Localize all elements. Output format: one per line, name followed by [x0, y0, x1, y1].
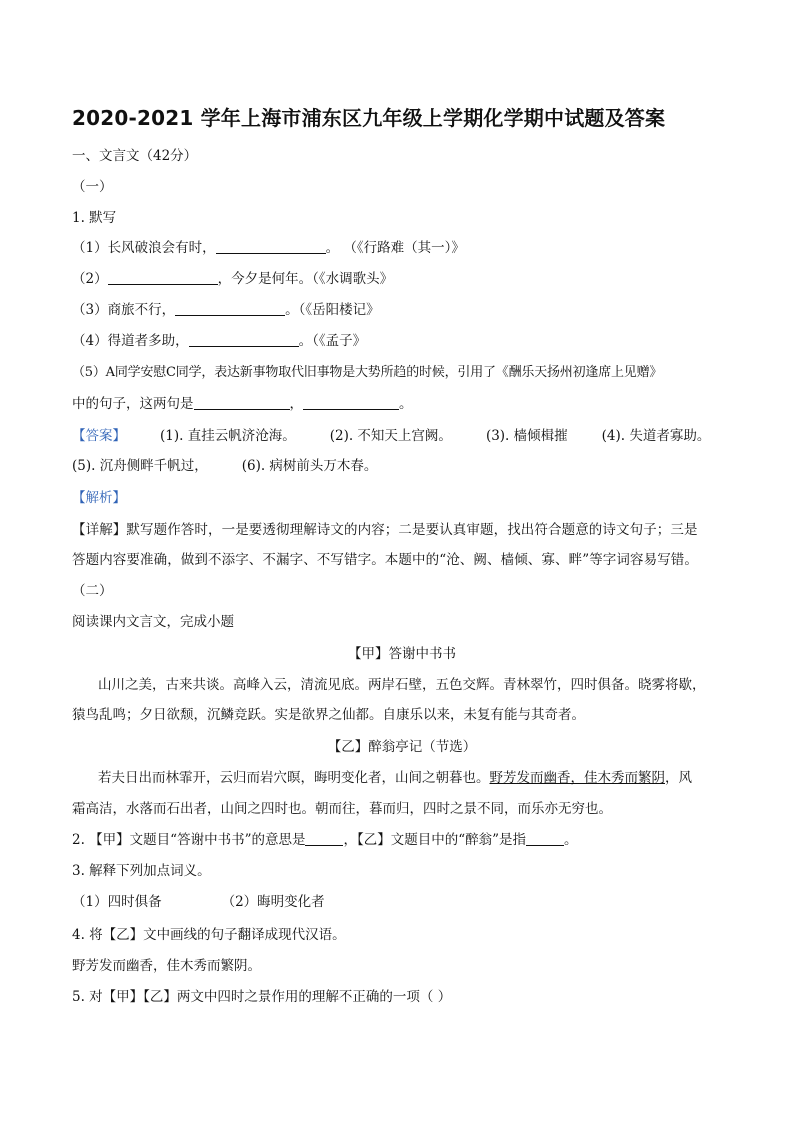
answer-blank	[305, 831, 343, 846]
question-1-item-5-line-2: 中的句子，这两句是 ， 。	[72, 396, 413, 412]
question-5-heading: 5. 对【甲】【乙】两文中四时之景作用的理解不正确的一项（ ）	[72, 989, 452, 1005]
answer-blank	[108, 270, 218, 285]
question-4-heading: 4. 将【乙】文中画线的句子翻译成现代汉语。	[72, 927, 346, 943]
question-3-items: （1）四时俱备 （2）晦明变化者	[72, 894, 325, 910]
answer-blank	[526, 831, 564, 846]
question-3-heading: 3. 解释下列加点词义。	[72, 863, 211, 879]
answer-blank	[189, 332, 299, 347]
answer-line-1: 【答案】 (1). 直挂云帆济沧海。 (2). 不知天上宫阙。 (3). 樯倾楫摧 (4). 失道者寡助。	[72, 428, 711, 444]
text-a-title: 【甲】答谢中书书	[348, 646, 456, 662]
part-heading-2: （二）	[72, 583, 113, 599]
answer-blank	[303, 395, 399, 410]
question-1-item-4: （4）得道者多助， 。（《孟子》	[72, 333, 367, 349]
part-heading-1: （一）	[72, 179, 113, 195]
question-1-item-5-line-1: （5）A同学安慰C同学，表达新事物取代旧事物是大势所趋的时候，引用了《酬乐天扬州初逢席上见赠》	[72, 365, 663, 380]
question-1-item-3: （3）商旅不行， 。（《岳阳楼记》	[72, 302, 380, 318]
answer-line-2: (5). 沉舟侧畔千帆过， (6). 病树前头万木春。	[72, 458, 378, 474]
question-1-item-2: （2） ，今夕是何年。（《水调歌头》	[72, 271, 394, 287]
answer-blank	[216, 239, 326, 254]
text-b-line-2: 霜高洁，水落而石出者，山间之四时也。朝而往，暮而归，四时之景不同，而乐亦无穷也。	[72, 801, 612, 817]
section-heading: 一、文言文（42分）	[72, 148, 198, 164]
analysis-label: 【解析】	[72, 490, 126, 506]
text-b-title: 【乙】醉翁亭记（节选）	[327, 739, 477, 755]
answer-label: 【答案】	[72, 428, 126, 444]
text-a-line-1: 山川之美，古来共谈。高峰入云，清流见底。两岸石壁，五色交辉。青林翠竹，四时俱备。晓雾将歇，	[98, 677, 706, 693]
page-title: 2020-2021 学年上海市浦东区九年级上学期化学期中试题及答案	[72, 106, 666, 130]
analysis-line-1: 【详解】默写题作答时，一是要透彻理解诗文的内容；二是要认真审题，找出符合题意的诗文句子；三是	[72, 522, 698, 538]
question-2: 2. 【甲】文题目“答谢中书书”的意思是 ，【乙】文题目中的“醉翁”是指 。	[72, 832, 578, 848]
question-1-item-1: （1）长风破浪会有时， 。 （《行路难（其一）》	[72, 240, 465, 256]
answer-blank	[175, 301, 285, 316]
reading-intro: 阅读课内文言文，完成小题	[72, 614, 234, 630]
question-1-heading: 1. 默写	[72, 210, 117, 226]
text-b-line-1: 若夫日出而林霏开，云归而岩穴暝，晦明变化者，山间之朝暮也。野芳发而幽香，佳木秀而繁阴，风	[98, 770, 692, 786]
underlined-sentence: 野芳发而幽香，佳木秀而繁阴	[489, 770, 665, 786]
answer-blank	[194, 395, 290, 410]
question-4-sentence: 野芳发而幽香，佳木秀而繁阴。	[72, 958, 261, 974]
analysis-line-2: 答题内容要准确，做到不添字、不漏字、不写错字。本题中的“沧、阙、樯倾、寡、畔”等字词容易写错。	[72, 552, 699, 568]
text-a-line-2: 猿鸟乱鸣；夕日欲颓，沉鳞竞跃。实是欲界之仙都。自康乐以来，未复有能与其奇者。	[72, 707, 585, 723]
